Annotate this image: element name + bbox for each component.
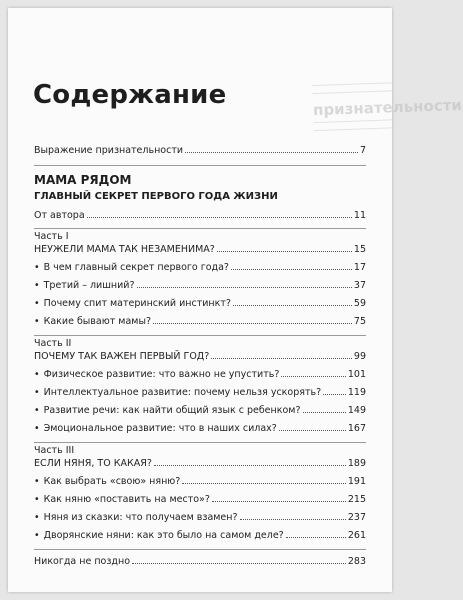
toc-part-heading[interactable]: НЕУЖЕЛИ МАМА ТАК НЕЗАМЕНИМА? 15 <box>34 244 366 255</box>
toc-entry[interactable]: • Как выбрать «свою» няню? 191 <box>34 476 366 488</box>
toc-entry[interactable]: • Почему спит материнский инстинкт? 59 <box>34 298 366 310</box>
section-divider <box>34 165 366 166</box>
toc-entry[interactable]: • Третий – лишний? 37 <box>34 280 366 292</box>
toc-entry[interactable]: • Интеллектуальное развитие: почему нельзя ускорять? 119 <box>34 387 366 399</box>
page-title: Содержание <box>33 80 227 110</box>
book-page <box>8 8 463 592</box>
toc-entry[interactable]: • Развитие речи: как найти общий язык с ребенком? 149 <box>34 405 366 417</box>
part-label: Часть I <box>34 231 69 242</box>
toc-entry-author-note[interactable]: От автора 11 <box>34 210 366 221</box>
part-label: Часть III <box>34 445 75 456</box>
toc-part-heading[interactable]: ЕСЛИ НЯНЯ, ТО КАКАЯ? 189 <box>34 458 366 469</box>
show-through-text <box>312 78 463 138</box>
section-divider <box>34 228 366 229</box>
toc-entry[interactable]: • В чем главный секрет первого года? 17 <box>34 262 366 274</box>
toc-entry[interactable]: • Дворянские няни: как это было на самом деле? 261 <box>34 530 366 542</box>
section-divider <box>34 335 366 336</box>
book-title: МАМА РЯДОМ <box>34 173 132 187</box>
toc-entry[interactable]: • Няня из сказки: что получаем взамен? 237 <box>34 512 366 524</box>
toc-entry[interactable]: • Как няню «поставить на место»? 215 <box>34 494 366 506</box>
toc-part-heading[interactable]: ПОЧЕМУ ТАК ВАЖЕН ПЕРВЫЙ ГОД? 99 <box>34 351 366 362</box>
toc-entry[interactable]: • Какие бывают мамы? 75 <box>34 316 366 328</box>
toc-entry-closing[interactable]: Никогда не поздно 283 <box>34 556 366 567</box>
toc-entry[interactable]: • Физическое развитие: что важно не упустить? 101 <box>34 369 366 381</box>
show-through-word: признательности <box>312 95 463 120</box>
section-divider <box>34 442 366 443</box>
part-label: Часть II <box>34 338 72 349</box>
section-divider <box>34 549 366 550</box>
book-subtitle: ГЛАВНЫЙ СЕКРЕТ ПЕРВОГО ГОДА ЖИЗНИ <box>34 191 278 202</box>
toc-entry[interactable]: • Эмоциональное развитие: что в наших силах? 167 <box>34 423 366 435</box>
toc-entry-acknowledgements[interactable]: Выражение признательности 7 <box>34 145 366 156</box>
